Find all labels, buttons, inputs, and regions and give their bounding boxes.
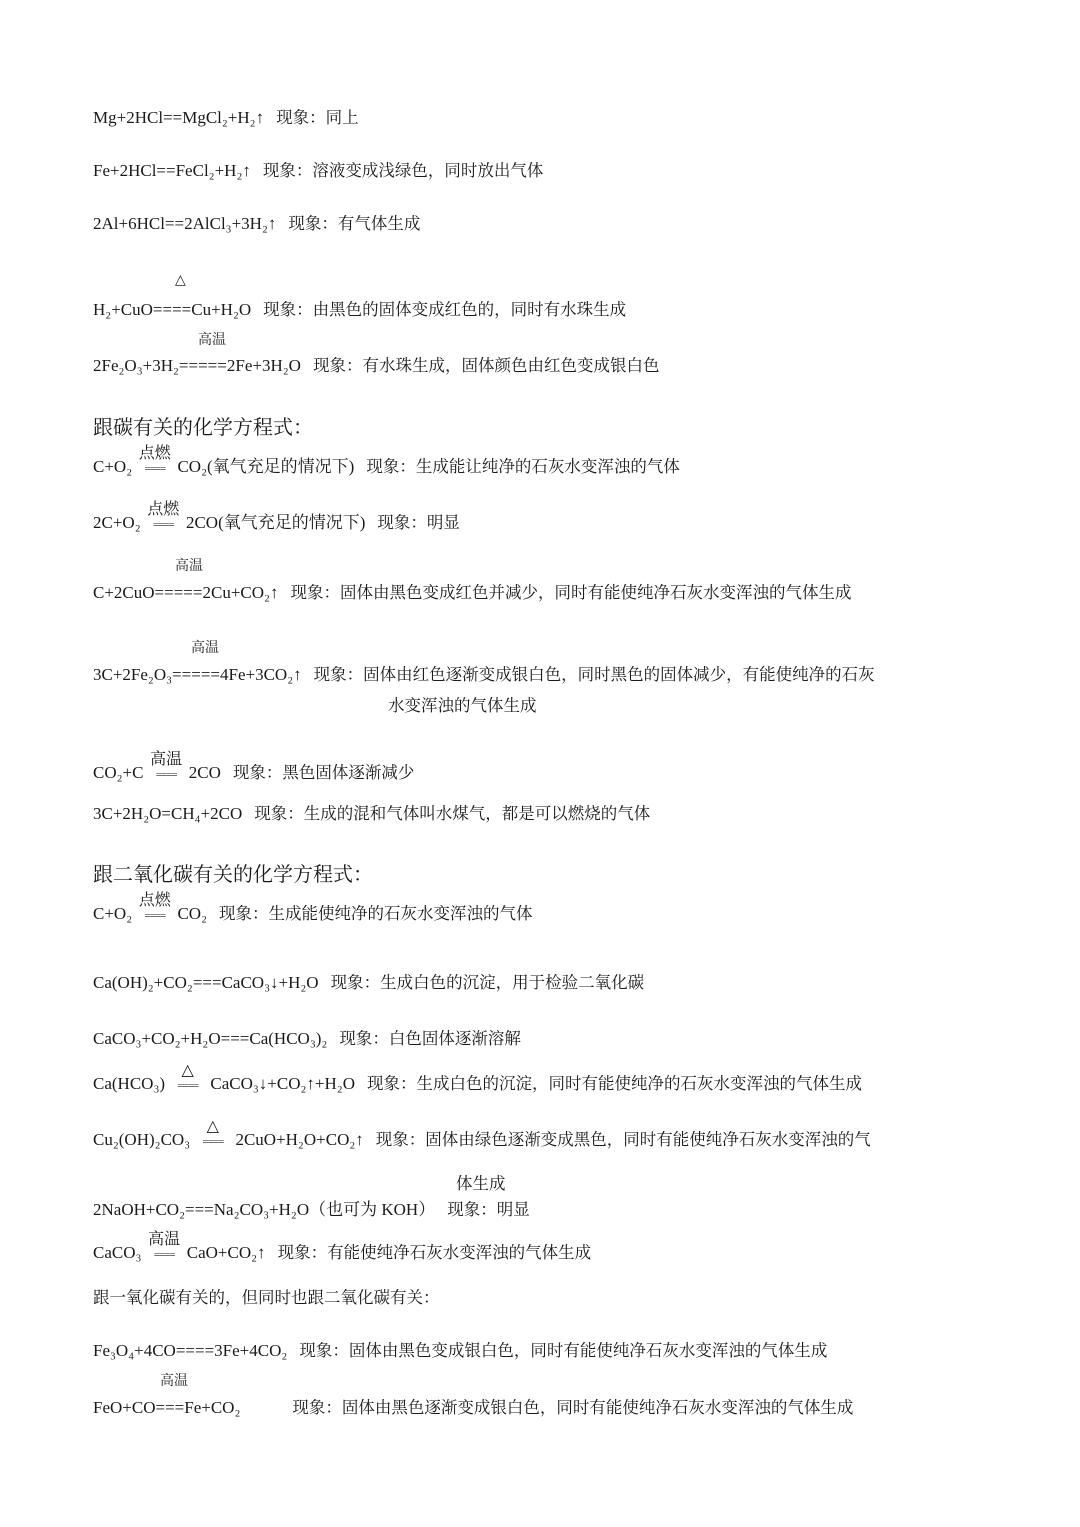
- phenomenon: 现象：白色固体逐渐溶解: [339, 1029, 521, 1048]
- phenomenon: 现象：溶液变成浅绿色，同时放出气体: [262, 161, 544, 180]
- equation: 2Al+6HCl==2AlCl₃+3H₂↑: [93, 214, 277, 233]
- phenomenon: 现象：同上: [276, 108, 359, 127]
- equation-line: [93, 890, 533, 925]
- equation-line: [93, 1116, 871, 1151]
- reaction-condition: [202, 1116, 224, 1151]
- phenomenon: 现象：生成的混和气体叫水煤气，都是可以燃烧的气体: [254, 804, 651, 823]
- equation-line: [93, 664, 875, 686]
- equation-line: [93, 1028, 521, 1050]
- equation: H₂+CuO====Cu+H₂O: [93, 300, 252, 319]
- equation-right: CaO+CO₂↑: [186, 1243, 266, 1262]
- equation: CaCO₃+CO₂+H₂O===Ca(HCO₃)₂: [93, 1029, 328, 1048]
- phenomenon: 现象：固体由黑色逐渐变成银白色，同时有能使纯净石灰水变浑浊的气体生成: [292, 1398, 854, 1417]
- equals-sign: ====: [144, 463, 166, 475]
- condition-label: △: [206, 1116, 219, 1135]
- equation-left: C+O₂: [93, 457, 133, 476]
- equals-sign: ====: [202, 1136, 224, 1148]
- equation-line: [93, 299, 626, 321]
- condition-label: 点燃: [138, 443, 171, 462]
- equals-sign: ====: [152, 519, 174, 531]
- equation: FeO+CO===Fe+CO₂: [93, 1398, 241, 1417]
- equation-left: C+O₂: [93, 904, 133, 923]
- equation-line: [93, 213, 420, 235]
- equals-sign: ====: [177, 1080, 199, 1092]
- equation: Ca(OH)₂+CO₂===CaCO₃↓+H₂O: [93, 973, 319, 992]
- phenomenon: 现象：固体由红色逐渐变成银白色，同时黑色的固体减少，有能使纯净的石灰: [313, 665, 875, 684]
- reaction-condition: [138, 890, 171, 925]
- phenomenon-continuation: 水变浑浊的气体生成: [388, 696, 537, 715]
- equation-line: [93, 107, 359, 129]
- section-heading: 跟碳有关的化学方程式：: [93, 415, 313, 439]
- phenomenon: 现象：固体由黑色变成银白色，同时有能使纯净石灰水变浑浊的气体生成: [299, 1341, 828, 1360]
- equals-sign: ====: [155, 769, 177, 781]
- condition-label: △: [181, 1060, 194, 1079]
- reaction-condition: [147, 499, 180, 534]
- equation-line: [93, 355, 659, 377]
- phenomenon: 现象：有能使纯净石灰水变浑浊的气体生成: [277, 1243, 592, 1262]
- phenomenon: 现象：生成白色的沉淀，用于检验二氧化碳: [330, 973, 645, 992]
- condition-label: 高温: [191, 640, 219, 656]
- equation: 2Fe₂O₃+3H₂=====2Fe+3H₂O: [93, 356, 301, 375]
- reaction-condition: [150, 749, 183, 784]
- equation-line: [93, 972, 644, 994]
- section-subheading: 跟一氧化碳有关的，但同时也跟二氧化碳有关：: [93, 1288, 440, 1307]
- equation: Fe₃O₄+4CO====3Fe+4CO₂: [93, 1341, 288, 1360]
- reaction-condition: [138, 443, 171, 478]
- equals-sign: ====: [144, 910, 166, 922]
- reaction-condition: [177, 1060, 199, 1095]
- equation: 2NaOH+CO₂===Na₂CO₃+H₂O（也可为 KOH）: [93, 1200, 436, 1219]
- equation-line: [93, 582, 851, 604]
- equation-right: 2CO: [188, 763, 221, 782]
- equation-line: [93, 499, 460, 534]
- phenomenon: 现象：黑色固体逐渐减少: [232, 763, 415, 782]
- phenomenon: 现象：明显: [447, 1200, 530, 1219]
- phenomenon: 现象：生成能让纯净的石灰水变浑浊的气体: [366, 457, 680, 476]
- equation-left: CaCO₃: [93, 1243, 142, 1262]
- equation-left: Cu₂(OH)₂CO₃: [93, 1130, 191, 1149]
- phenomenon: 现象：生成能使纯净的石灰水变浑浊的气体: [219, 904, 533, 923]
- condition-label: 点燃: [147, 499, 180, 518]
- phenomenon: 现象：生成白色的沉淀，同时有能使纯净的石灰水变浑浊的气体生成: [366, 1074, 862, 1093]
- section-heading: 跟二氧化碳有关的化学方程式：: [93, 862, 373, 886]
- reaction-condition: [148, 1229, 181, 1264]
- phenomenon: 现象：固体由绿色逐渐变成黑色，同时有能使纯净石灰水变浑浊的气: [375, 1130, 871, 1149]
- equation-line: [93, 1199, 530, 1221]
- equation-line: [93, 160, 543, 182]
- equation-left: CO₂+C: [93, 763, 144, 782]
- condition-label: 高温: [198, 332, 226, 348]
- phenomenon: 现象：固体由黑色变成红色并减少，同时有能使纯净石灰水变浑浊的气体生成: [290, 583, 852, 602]
- equation-line: [93, 1397, 853, 1419]
- equation: 3C+2H₂O=CH₄+2CO: [93, 804, 243, 823]
- condition-label: 点燃: [138, 890, 171, 909]
- equation-right: CaCO₃↓+CO₂↑+H₂O: [210, 1074, 355, 1093]
- phenomenon: 现象：明显: [377, 513, 460, 532]
- equation-line: [93, 749, 415, 784]
- condition-label: 高温: [150, 749, 183, 768]
- equals-sign: ====: [153, 1249, 175, 1261]
- equation-line: [93, 443, 680, 478]
- equation-line: [93, 1060, 862, 1095]
- equation-right: CO₂(氧气充足的情况下): [177, 457, 355, 476]
- phenomenon: 现象：有气体生成: [288, 214, 421, 233]
- condition-label: △: [175, 272, 186, 288]
- equation-left: Ca(HCO₃): [93, 1074, 166, 1093]
- equation: 3C+2Fe₂O₃=====4Fe+3CO₂↑: [93, 665, 302, 684]
- phenomenon-continuation: 体生成: [456, 1174, 506, 1193]
- equation-left: 2C+O₂: [93, 513, 141, 532]
- equation: C+2CuO=====2Cu+CO₂↑: [93, 583, 279, 602]
- equation-right: 2CO(氧气充足的情况下): [185, 513, 366, 532]
- condition-label: 高温: [175, 558, 203, 574]
- condition-label: 高温: [148, 1229, 181, 1248]
- phenomenon: 现象：有水珠生成，固体颜色由红色变成银白色: [312, 356, 660, 375]
- phenomenon: 现象：由黑色的固体变成红色的，同时有水珠生成: [263, 300, 627, 319]
- condition-label: 高温: [160, 1373, 188, 1389]
- equation-line: [93, 1229, 592, 1264]
- equation-right: CO₂: [177, 904, 208, 923]
- equation-line: [93, 803, 650, 825]
- equation-line: [93, 1340, 827, 1362]
- equation-right: 2CuO+H₂O+CO₂↑: [235, 1130, 364, 1149]
- equation: Mg+2HCl==MgCl₂+H₂↑: [93, 108, 265, 127]
- equation: Fe+2HCl==FeCl₂+H₂↑: [93, 161, 251, 180]
